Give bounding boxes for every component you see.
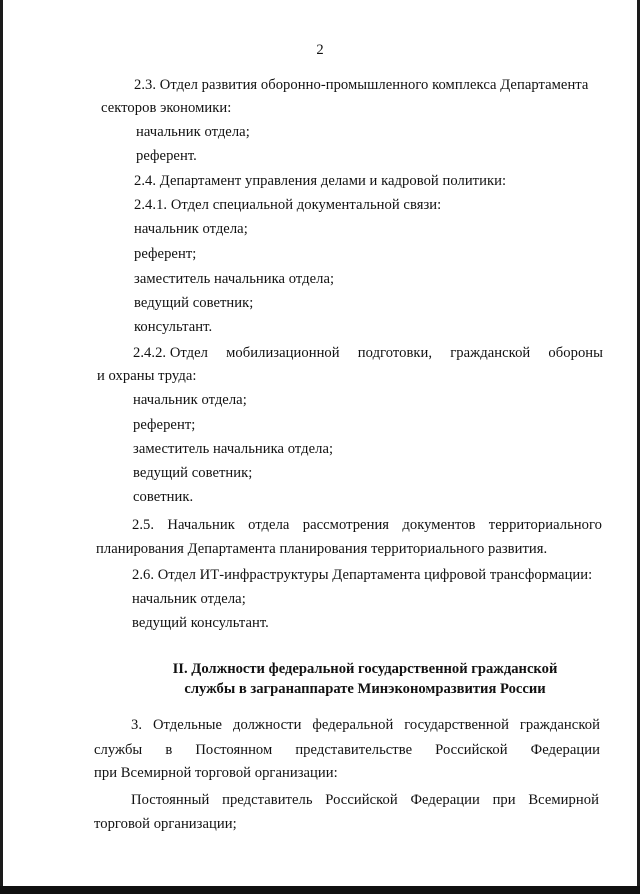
text-line: начальник отдела; [136, 124, 250, 140]
text-line: референт. [136, 148, 197, 164]
text-line: 2.4.1. Отдел специальной документальной связи: [134, 197, 442, 213]
text-line: заместитель начальника отдела; [133, 441, 334, 457]
text-line: 2.3. Отдел развития оборонно-промышленного комплекса Департамента [134, 77, 589, 93]
word: территориального [488, 517, 602, 533]
word: государственной [404, 717, 509, 733]
text-line: 2.4. Департамент управления делами и кадровой политики: [134, 173, 507, 189]
word: представительстве [295, 742, 413, 758]
word: документов [402, 517, 476, 533]
section-heading: службы в загранаппарате Минэкономразвития России [184, 681, 546, 697]
text-line: начальник отдела; [133, 392, 247, 408]
text-line: референт; [133, 417, 196, 433]
word: Начальник [167, 517, 235, 533]
text-line: при Всемирной торговой организации: [94, 765, 338, 781]
text-line: секторов экономики: [101, 100, 232, 116]
word: 2.5. [132, 517, 155, 533]
word: 3. [131, 717, 143, 733]
text-line: ведущий советник; [133, 465, 253, 481]
text-line-justified [131, 791, 599, 809]
text-line: ведущий советник; [134, 295, 254, 311]
text-line-justified [131, 716, 600, 734]
word: рассмотрения [302, 517, 390, 533]
word: Постоянный [131, 792, 210, 808]
word: Федерации [410, 792, 480, 808]
section-heading: II. Должности федеральной государственной гражданской [172, 661, 558, 677]
text-line: торговой организации; [94, 816, 237, 832]
word: в [165, 742, 173, 758]
text-line: ведущий консультант. [132, 615, 269, 631]
word: Федерации [530, 742, 600, 758]
word: Постоянном [195, 742, 273, 758]
text-line: начальник отдела; [132, 591, 246, 607]
page-number: 2 [316, 42, 324, 58]
word: службы [94, 742, 143, 758]
text-line: референт; [134, 246, 197, 262]
text-line-justified [133, 344, 603, 362]
word: гражданской [450, 345, 531, 361]
word: должности [232, 717, 302, 733]
text-line-justified [132, 516, 602, 534]
word: представитель [222, 792, 313, 808]
text-line: планирования Департамента планирования территориального развития. [96, 541, 548, 557]
text-line: советник. [133, 489, 194, 505]
word: гражданской [519, 717, 600, 733]
word: федеральной [312, 717, 394, 733]
text-line: консультант. [134, 319, 213, 335]
word: Отдельные [152, 717, 223, 733]
word: при [492, 792, 516, 808]
word: Всемирной [528, 792, 599, 808]
word: 2.4.2. Отдел [133, 345, 208, 361]
word: Российской [435, 742, 508, 758]
text-line-justified [94, 741, 600, 759]
text-line: заместитель начальника отдела; [134, 271, 335, 287]
scan-edge-bottom [0, 886, 640, 894]
text-line: начальник отдела; [134, 221, 248, 237]
word: обороны [548, 345, 603, 361]
word: мобилизационной [226, 345, 340, 361]
scan-edge-left [0, 0, 3, 894]
text-line: и охраны труда: [97, 368, 197, 384]
word: отдела [248, 517, 290, 533]
word: Российской [325, 792, 398, 808]
word: подготовки, [357, 345, 433, 361]
text-line: 2.6. Отдел ИТ-инфраструктуры Департамента цифровой трансформации: [132, 567, 593, 583]
